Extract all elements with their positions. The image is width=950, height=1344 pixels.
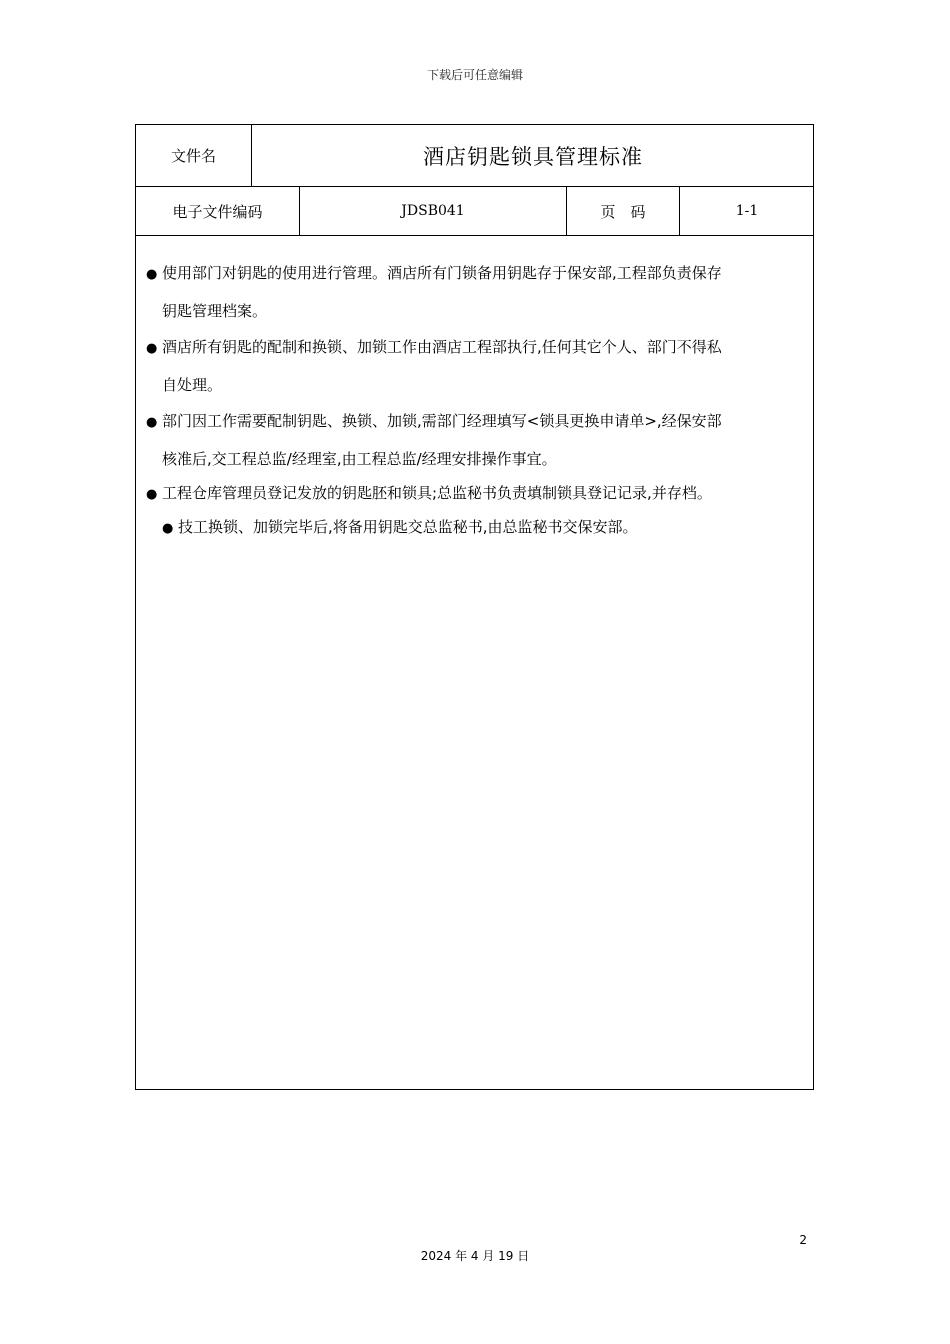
content-body: [146, 255, 806, 545]
doc-title: 酒店钥匙锁具管理标准: [423, 144, 643, 169]
doc-name-label: 文件名: [136, 125, 252, 186]
list-item: [146, 403, 806, 477]
list-item: [146, 329, 806, 403]
item-continuation: 核准后,交工程总监/经理室,由工程总监/经理安排操作事宜。: [162, 450, 557, 468]
title-row: [136, 125, 813, 187]
item-text: 酒店所有钥匙的配制和换锁、加锁工作由酒店工程部执行,任何其它个人、部门不得私: [162, 338, 722, 356]
bullet-icon: ●: [146, 267, 158, 282]
item-continuation: 钥匙管理档案。: [162, 302, 268, 320]
item-text: 工程仓库管理员登记发放的钥匙胚和锁具;总监秘书负责填制锁具登记记录,并存档。: [162, 484, 712, 502]
list-item: [146, 511, 806, 545]
footer-date: 2024 年 4 月 19 日: [420, 1249, 530, 1263]
item-text: 部门因工作需要配制钥匙、换锁、加锁,需部门经理填写<锁具更换申请单>,经保安部: [162, 412, 722, 430]
list-item: [146, 255, 806, 329]
code-row: [136, 187, 813, 236]
code-value: JDSB041: [300, 187, 567, 235]
document-table: [135, 124, 814, 1090]
item-continuation: 自处理。: [162, 376, 223, 394]
bullet-icon: ●: [146, 415, 158, 430]
list-item: [146, 477, 806, 511]
page-label: 页 码: [567, 187, 680, 235]
item-text: 技工换锁、加锁完毕后,将备用钥匙交总监秘书,由总监秘书交保安部。: [178, 518, 638, 536]
item-text: 使用部门对钥匙的使用进行管理。酒店所有门锁备用钥匙存于保安部,工程部负责保存: [162, 264, 722, 282]
bullet-icon: ●: [146, 341, 158, 356]
bullet-icon: ●: [146, 487, 158, 502]
page-number: 2: [799, 1233, 807, 1247]
code-label: 电子文件编码: [136, 187, 300, 235]
page-value: 1-1: [735, 203, 759, 219]
header-note: 下载后可任意编辑: [426, 68, 523, 82]
bullet-icon: ●: [162, 521, 174, 536]
